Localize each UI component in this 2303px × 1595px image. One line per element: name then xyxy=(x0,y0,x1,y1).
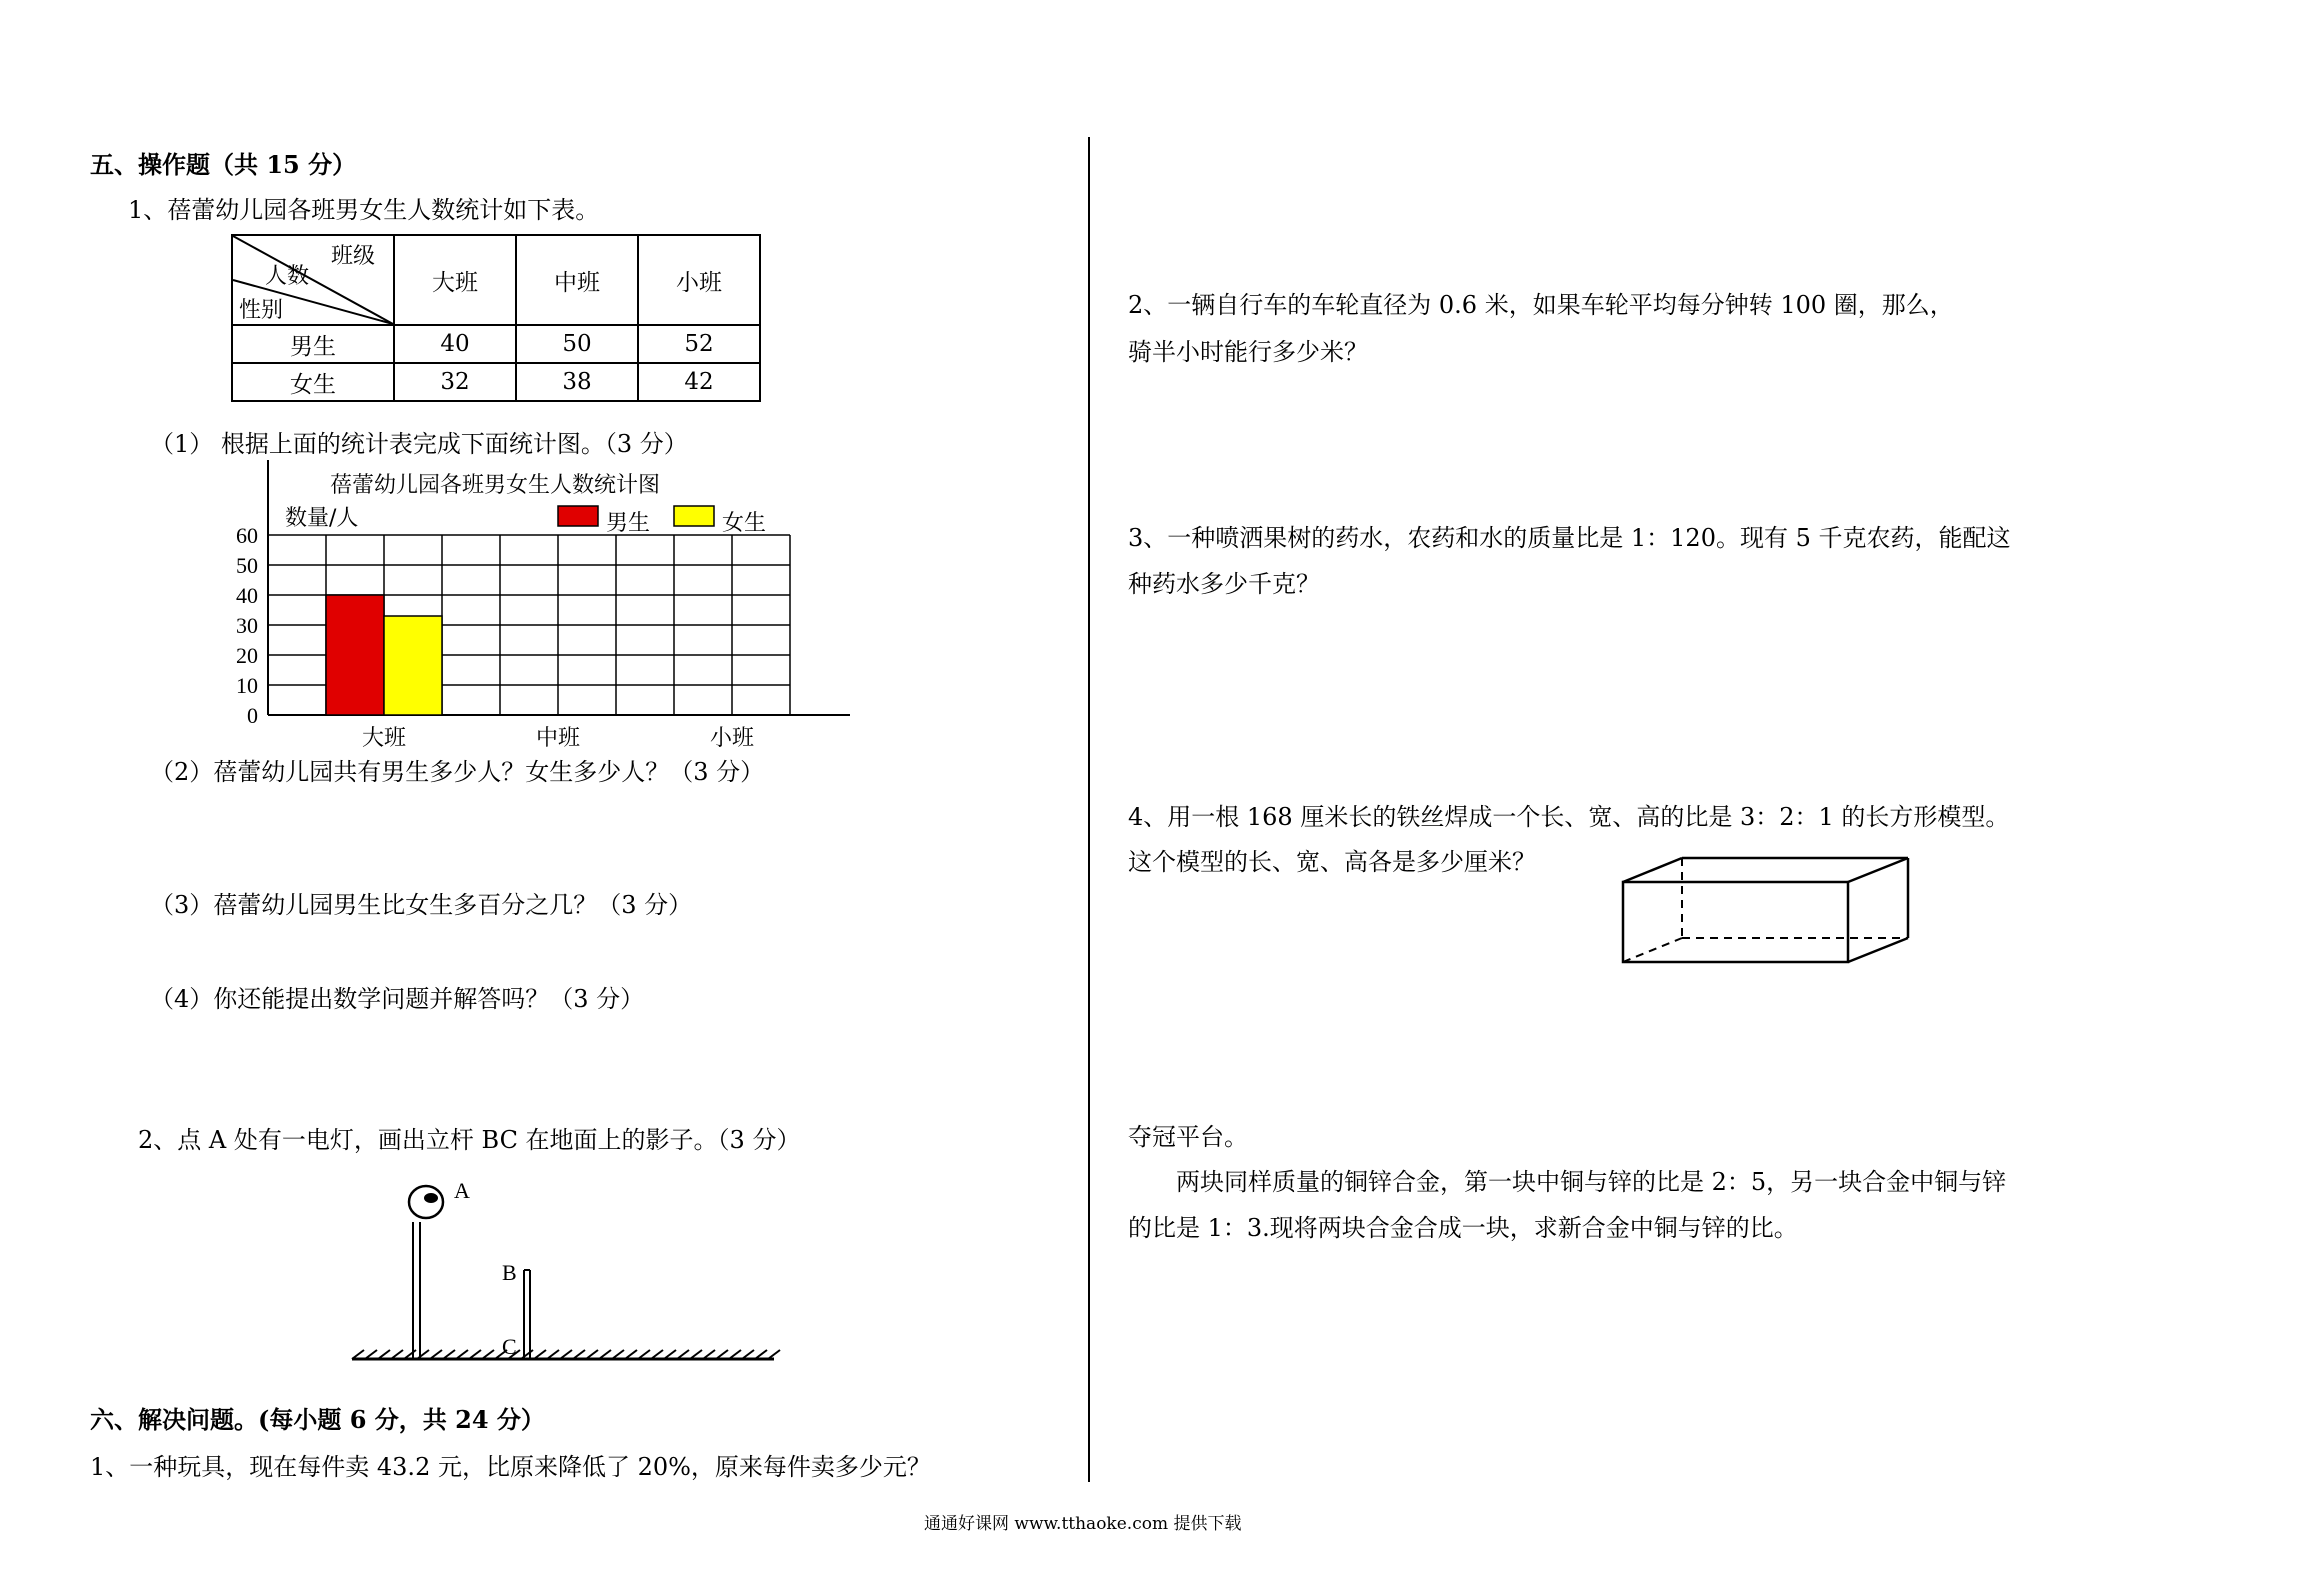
y-tick-label: 40 xyxy=(236,583,258,608)
r-q3-line1: 3、一种喷洒果树的药水，农药和水的质量比是 1：120。现有 5 千克农药，能配这 xyxy=(1128,524,2011,552)
label-a: A xyxy=(454,1178,470,1203)
table-cell: 50 xyxy=(516,325,638,363)
r-q2-line1: 2、一辆自行车的车轮直径为 0.6 米，如果车轮平均每分钟转 100 圈，那么， xyxy=(1128,291,1954,319)
header-gender: 性别 xyxy=(239,298,284,323)
legend-label: 男生 xyxy=(606,510,651,535)
legend-swatch xyxy=(674,506,714,526)
q1-sub4: （4）你还能提出数学问题并解答吗？（3 分） xyxy=(150,985,645,1013)
label-b: B xyxy=(502,1260,517,1285)
section5-title: 五、操作题（共 15 分） xyxy=(90,150,357,179)
chart-ylabel: 数量/人 xyxy=(285,506,359,531)
bar-chart xyxy=(0,0,900,760)
column-divider xyxy=(1088,137,1090,1482)
table-cell: 52 xyxy=(638,325,760,363)
y-tick-label: 20 xyxy=(236,643,258,668)
q1-sub2: （2）蓓蕾幼儿园共有男生多少人？女生多少人？（3 分） xyxy=(150,758,765,786)
chart-xticks xyxy=(362,725,754,750)
header-count: 人数 xyxy=(265,264,310,289)
bar xyxy=(326,595,384,715)
q2-text: 2、点 A 处有一电灯，画出立杆 BC 在地面上的影子。（3 分） xyxy=(138,1126,801,1154)
x-tick-label: 大班 xyxy=(361,725,407,750)
chart-legend xyxy=(558,506,766,535)
header-class: 班级 xyxy=(331,244,376,269)
section6-title: 六、解决问题。(每小题 6 分，共 24 分） xyxy=(90,1405,545,1434)
col-header: 小班 xyxy=(638,235,760,325)
table-cell: 32 xyxy=(394,363,516,401)
bonus-line2: 的比是 1：3.现将两块合金合成一块，求新合金中铜与锌的比。 xyxy=(1128,1214,1798,1242)
footer-text: 通通好课网 www.tthaoke.com 提供下载 xyxy=(924,1514,1242,1534)
y-tick-label: 0 xyxy=(247,703,258,728)
table-cell: 38 xyxy=(516,363,638,401)
chart-title: 蓓蕾幼儿园各班男女生人数统计图 xyxy=(330,473,661,498)
y-tick-label: 60 xyxy=(236,523,258,548)
cuboid-figure xyxy=(1620,855,1920,965)
q1-sub1: （1） 根据上面的统计表完成下面统计图。（3 分） xyxy=(150,430,688,458)
x-tick-label: 中班 xyxy=(535,725,581,750)
label-c: C xyxy=(502,1334,517,1359)
x-tick-label: 小班 xyxy=(709,725,755,750)
q1-sub3: （3）蓓蕾幼儿园男生比女生多百分之几？（3 分） xyxy=(150,891,693,919)
y-tick-label: 50 xyxy=(236,553,258,578)
bar xyxy=(384,616,442,715)
r-q4-line2: 这个模型的长、宽、高各是多少厘米？ xyxy=(1128,848,1536,876)
col-header: 大班 xyxy=(394,235,516,325)
y-tick-label: 10 xyxy=(236,673,258,698)
s6-q1: 1、一种玩具，现在每件卖 43.2 元，比原来降低了 20%，原来每件卖多少元？ xyxy=(90,1453,931,1481)
legend-swatch xyxy=(558,506,598,526)
lamp-post xyxy=(409,1186,443,1359)
bonus-line1: 两块同样质量的铜锌合金，第一块中铜与锌的比是 2：5，另一块合金中铜与锌 xyxy=(1176,1168,2007,1196)
r-q3-line2: 种药水多少千克？ xyxy=(1128,570,1320,598)
r-q2-line2: 骑半小时能行多少米？ xyxy=(1128,338,1368,366)
lamp-figure xyxy=(330,1170,790,1370)
legend-label: 女生 xyxy=(722,510,767,535)
chart-bars xyxy=(326,595,442,715)
pole-bc xyxy=(524,1270,530,1359)
table-cell: 42 xyxy=(638,363,760,401)
q1-text: 1、蓓蕾幼儿园各班男女生人数统计如下表。 xyxy=(128,196,600,224)
row-label: 男生 xyxy=(232,325,394,363)
y-tick-label: 30 xyxy=(236,613,258,638)
col-header: 中班 xyxy=(516,235,638,325)
table-cell: 40 xyxy=(394,325,516,363)
chart-yticks xyxy=(236,523,258,728)
bonus-title: 夺冠平台。 xyxy=(1128,1123,1248,1151)
ground-line xyxy=(352,1350,780,1359)
r-q4-line1: 4、用一根 168 厘米长的铁丝焊成一个长、宽、高的比是 3：2：1 的长方形模型。 xyxy=(1128,803,2010,831)
row-label: 女生 xyxy=(232,363,394,401)
